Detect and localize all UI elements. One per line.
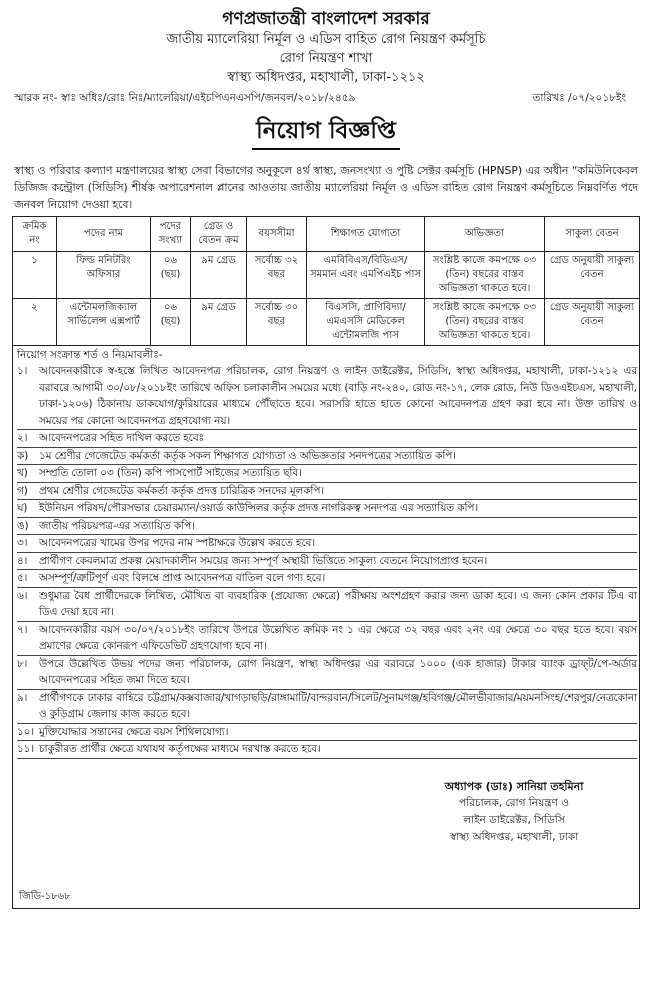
- signatory-title-1: পরিচালক, রোগ নিয়ন্ত্রণ ও: [459, 797, 569, 809]
- condition-text: অসম্পূর্ণ/ত্রুটিপূর্ণ এবং বিলম্বে প্রাপ্ত আবেদনপত্র বাতিল বলে গণ্য হবে।: [39, 572, 326, 584]
- condition-number: ১১।: [17, 743, 35, 755]
- table-cell: ফিল্ড মনিটরিং অফিসার: [57, 252, 151, 299]
- header-cell: অভিজ্ঞতা: [425, 217, 545, 252]
- condition-text: উপরে উল্লেখিত উভয় পদের জন্য পরিচালক, রোগ নিয়ন্ত্রণ, স্বাস্থ্য অধিদপ্তর এর বরাবরে ১০০০ (এক হাজার) টাকার ব্যাংক ড্রাফ্‌ট/পে-অর্ডার আবেদনপত্রের সহিত জমা দিতে হবে।: [39, 657, 637, 686]
- condition-item: [17, 588, 637, 622]
- condition-number: ঘ): [17, 502, 28, 514]
- condition-item: [17, 465, 637, 483]
- header-cell: বয়সসীমা: [247, 217, 307, 252]
- table-cell: ০৬ (ছয়): [151, 252, 191, 299]
- table-cell: বিএসসি, প্রাণিবিদ্যা/এমএসসি মেডিকেল এন্টোমলজি পাস: [307, 299, 425, 346]
- table-row: [13, 252, 640, 299]
- condition-number: ৫।: [17, 572, 28, 584]
- posts-table: [12, 216, 640, 346]
- condition-text: জাতীয় পরিচয়পত্র-এর সত্যায়িত কপি।: [39, 519, 195, 532]
- title-wrap: [12, 115, 640, 150]
- table-cell: সংশ্লিষ্ট কাজে কমপক্ষে ০৩ (তিন) বছরের বাস্তব অভিজ্ঞতা থাকতে হবে।: [425, 299, 545, 346]
- condition-item: [17, 656, 637, 690]
- signatory-title-2: লাইন ডাইরেক্টর, সিডিসি: [463, 814, 565, 826]
- condition-text: ইউনিয়ন পরিষদ/পৌরসভার চেয়ারম্যান/ওয়ার্ড কাউন্সিলর কর্তৃক প্রদত্ত নাগরিকত্ব সনদপত্র এর সত্যায়িত কপি।: [39, 502, 479, 514]
- notice-title: নিয়োগ বিজ্ঞপ্তি: [252, 115, 400, 150]
- condition-item: [17, 500, 637, 518]
- condition-text: প্রার্থীগণ কেবলমাত্র প্রকল্প মেয়াদকালীন সময়ের জন্য সম্পূর্ণ অস্থায়ী ভিত্তিতে সাকুল্য বেতনে নিয়োগপ্রাপ্ত হবেন।: [39, 554, 488, 567]
- condition-text: সম্প্রতি তোলা ০৩ (তিন) কপি পাসপোর্ট সাইজের সত্যায়িত ছবি।: [39, 467, 302, 479]
- condition-item: [17, 483, 637, 501]
- condition-number: ৭।: [17, 623, 28, 636]
- table-cell: ০৬ (ছয়): [151, 299, 191, 346]
- table-cell: ৯ম গ্রেড: [191, 299, 247, 346]
- condition-text: শুধুমাত্র বৈধ প্রার্থীদেরকে লিখিত, মৌখিত বা ব্যবহারিক (প্রযোজ্য ক্ষেত্রে) পরীক্ষায় অংশগ্রহণ করার জন্য ডাকা হবে। এ জন্য কোন প্রকার টিএ বা ডিএ দেয়া হবে না।: [39, 589, 637, 618]
- condition-text: ১ম শ্রেণীর গেজেটেড কর্মকর্তা কর্তৃক সকল শিক্ষাগত যোগ্যতা ও অভিজ্ঞতার সনদপত্রের সত্যায়িত কপি।: [39, 449, 456, 462]
- condition-item: [17, 622, 637, 656]
- condition-number: ৯।: [17, 691, 28, 704]
- table-cell: সর্বোচ্চ ৩০ বছর: [247, 299, 307, 346]
- condition-item: [17, 363, 637, 430]
- header-cell: শিক্ষাগত যোগ্যতা: [307, 217, 425, 252]
- header-cell: গ্রেড ও বেতন ক্রম: [191, 217, 247, 252]
- table-cell: ২: [13, 299, 57, 346]
- condition-item: [17, 448, 637, 466]
- condition-item: [17, 535, 637, 553]
- condition-item: [17, 741, 637, 759]
- header-cell: পদের নাম: [57, 217, 151, 252]
- condition-number: ১।: [17, 365, 28, 377]
- condition-text: প্রথম শ্রেণীর গেজেটেড কর্মকর্তা কর্তৃক প্রদত্ত চারিত্রিক সনদের মূলকপি।: [39, 484, 325, 497]
- condition-item: [17, 570, 637, 588]
- condition-number: ৬।: [17, 589, 28, 602]
- conditions-box: [12, 346, 640, 909]
- signature-block: [409, 778, 619, 846]
- table-cell: গ্রেড অনুযায়ী সাকুল্য বেতন: [545, 299, 640, 346]
- condition-text: আবেদনকারীর বয়স ৩০/০৭/২০১৮ইং তারিখে উপরে উল্লেখিত ক্রমিক নং ১ এর ক্ষেত্রে ৩২ বছর এবং ২নং এর ক্ষেত্রে ৩০ বছর হতে হবে। বয়স প্রমাণের ক্ষেত্রে কোনরূপ এফিডেভিট গ্রহণযোগ্য হবে না।: [39, 623, 637, 652]
- program-name: জাতীয় ম্যালেরিয়া নির্মূল ও এডিস বাহিত রোগ নিয়ন্ত্রণ কর্মসূচি: [166, 32, 486, 47]
- condition-item: [17, 518, 637, 536]
- condition-number: ১০।: [17, 725, 35, 738]
- condition-item: [17, 690, 637, 724]
- header-cell: পদের সংখ্যা: [151, 217, 191, 252]
- condition-number: খ): [17, 467, 28, 479]
- memo-date: তারিখঃ /০৭/২০১৮ইং: [532, 92, 626, 104]
- condition-text: প্রার্থীগণকে ঢাকার বাহিরে চট্টগ্রাম/কক্সবাজার/খাগড়াছড়ি/রাঙ্গামাটি/বান্দরবান/সিলেট/সুনামগঞ্জ/হবিগঞ্জ/মৌলভীবাজার/ময়মনসিংহ/শেরপুর/নেত্রকোনা ও কুড়িগ্রাম জেলায় কাজ করতে হবে।: [39, 691, 637, 720]
- condition-text: আবেদনপত্রের খামের উপর পদের নাম স্পষ্টাক্ষরে উল্লেখ করতে হবে।: [39, 537, 316, 549]
- condition-text: আবেদনকারীকে স্ব-হস্তে লিখিত আবেদনপত্র পরিচালক, রোগ নিয়ন্ত্রণ ও লাইন ডাইরেক্টর, সিডিসি, স্বাস্থ্য অধিদপ্তর, মহাখালী, ঢাকা-১২১২ এর বরাবরে আগামী ৩০/০৮/২০১৮ইং তারিখে অফিস চলাকালীন সময়ের মধ্যে (বাড়ি নং-২৪০, রোড নং-১৭, লেক রোড, নিউ ডিওএইচএস, মহাখালী, ঢাকা-১২০৬) ঠিকানায় ডাকযোগ/কুরিয়ারের মাধ্যমে পৌঁছাতে হবে। সরাসরি হাতে হাতে কোনো আবেদনপত্র গ্রহণ করা হবে না। উক্ত তারিখ ও সময়ের পর কোনো আবেদনপত্র গ্রহণযোগ্য নয়।: [39, 365, 637, 427]
- header-cell: সাকুল্য বেতন: [545, 217, 640, 252]
- branch-name: রোগ নিয়ন্ত্রণ শাখা: [279, 51, 373, 66]
- condition-number: ঙ): [17, 519, 29, 532]
- table-cell: ৯ম গ্রেড: [191, 252, 247, 299]
- condition-text: আবেদনপত্রের সহিত দাখিল করতে হবেঃ: [39, 432, 205, 444]
- condition-number: ৪।: [17, 554, 28, 567]
- table-header-row: [13, 217, 640, 252]
- memo-ref: স্মারক নং- স্বাঃ অধিঃ/রোঃ নিঃ/ম্যালেরিয়া/এইচপিএনএসপি/জনবল/২০১৮/২৪৫৯: [14, 92, 356, 104]
- government-name: গণপ্রজাতন্ত্রী বাংলাদেশ সরকার: [222, 9, 430, 29]
- condition-number: ২।: [17, 432, 28, 444]
- signatory-name: অধ্যাপক (ডাঃ) সানিয়া তহমিনা: [444, 780, 584, 793]
- conditions-list: [17, 363, 637, 759]
- table-cell: সর্বোচ্চ ৩২ বছর: [247, 252, 307, 299]
- condition-text: মুক্তিযোদ্ধার সন্তানের ক্ষেত্রে বয়স শিথিলযোগ্য।: [39, 725, 229, 738]
- table-cell: গ্রেড অনুযায়ী সাকুল্য বেতন: [545, 252, 640, 299]
- condition-item: [17, 553, 637, 571]
- letterhead: [12, 8, 640, 87]
- memo-line: [12, 89, 640, 107]
- table-cell: এন্টোমলজিক্যাল সার্ভিলেন্স এক্সপার্ট: [57, 299, 151, 346]
- intro-paragraph: স্বাস্থ্য ও পরিবার কল্যাণ মন্ত্রণালয়ের স্বাস্থ্য সেবা বিভাগের অনুকূলে ৪র্থ স্বাস্থ্য, জনসংখ্যা ও পুষ্টি সেক্টর কর্মসূচি (HPNSP) এর অধীন “কমিউনিকেবল ডিজিজ কন্ট্রোল (সিডিসি) শীর্ষক অপারেশনাল প্লানের আওতায় জাতীয় ম্যালেরিয়া নির্মূল ও এডিস বাহিত রোগ নিয়ন্ত্রণ কর্মসূচিতে নিম্নবর্ণিত পদে জনবল নিয়োগ দেওয়া হবে।: [14, 164, 638, 211]
- condition-number: ক): [17, 449, 29, 462]
- office-address: স্বাস্থ্য অধিদপ্তর, মহাখালী, ঢাকা-১২১২: [227, 70, 425, 85]
- header-cell: ক্রমিক নং: [13, 217, 57, 252]
- condition-text: চাকুরীরত প্রার্থীর ক্ষেত্রে যথাযথ কর্তৃপক্ষের মাধ্যমে দরখাস্ত করতে হবে।: [39, 743, 321, 755]
- table-cell: এমবিবিএস/বিডিএস/ সমমান এবং এমপিএইচ পাস: [307, 252, 425, 299]
- condition-number: ৩।: [17, 537, 28, 549]
- table-cell: ১: [13, 252, 57, 299]
- table-cell: সংশ্লিষ্ট কাজে কমপক্ষে ০৩ (তিন) বছরের বাস্তব অভিজ্ঞতা থাকতে হবে।: [425, 252, 545, 299]
- condition-item: [17, 724, 637, 742]
- condition-number: ৮।: [17, 657, 28, 670]
- signatory-office: স্বাস্থ্য অধিদপ্তর, মহাখালী, ঢাকা: [449, 831, 579, 843]
- conditions-title: নিয়োগ সংক্রান্ত শর্ত ও নিয়মাবলীঃ-: [17, 349, 163, 361]
- condition-number: গ): [17, 484, 28, 497]
- gd-number: জিডি-১৮৬৮: [19, 891, 71, 902]
- table-row: [13, 299, 640, 346]
- condition-item: [17, 430, 637, 448]
